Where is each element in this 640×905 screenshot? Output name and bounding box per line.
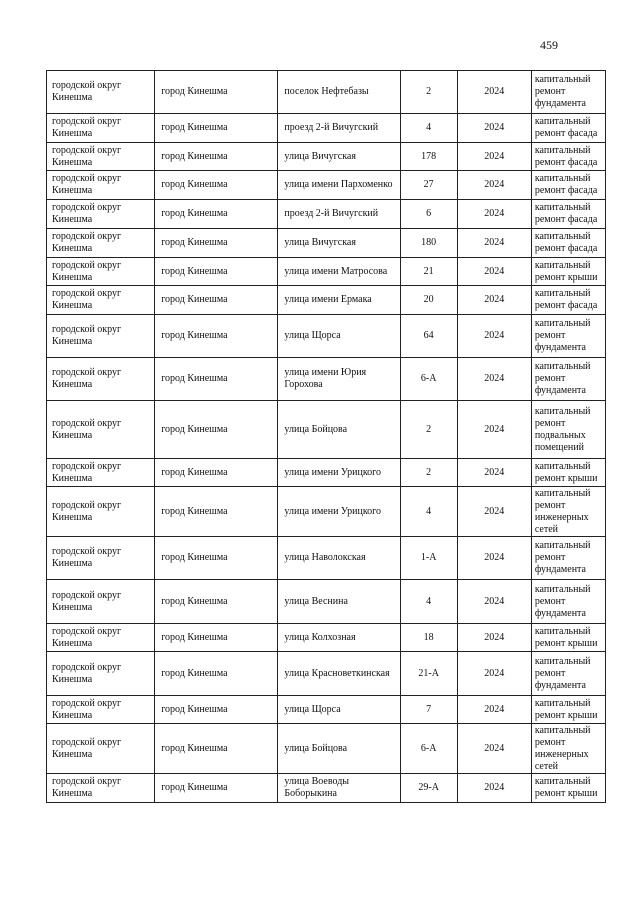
- house-number-cell: 4: [400, 487, 457, 537]
- municipality-cell: городской округ Кинешма: [47, 401, 155, 459]
- year-cell: 2024: [457, 774, 531, 803]
- house-number-cell: 6: [400, 200, 457, 229]
- house-number-cell: 1-А: [400, 537, 457, 580]
- settlement-cell: город Кинешма: [155, 71, 278, 114]
- street-cell: улица Воеводы Боборыкина: [278, 774, 400, 803]
- table-row: [47, 624, 606, 652]
- year-cell: 2024: [457, 401, 531, 459]
- year-cell: 2024: [457, 652, 531, 696]
- work-type-cell: капитальный ремонт фасада: [531, 229, 605, 258]
- year-cell: 2024: [457, 200, 531, 229]
- year-cell: 2024: [457, 114, 531, 143]
- table-row: [47, 401, 606, 459]
- municipality-cell: городской округ Кинешма: [47, 358, 155, 401]
- house-number-cell: 2: [400, 71, 457, 114]
- house-number-cell: 6-А: [400, 358, 457, 401]
- municipality-cell: городской округ Кинешма: [47, 229, 155, 258]
- house-number-cell: 27: [400, 171, 457, 200]
- municipality-cell: городской округ Кинешма: [47, 696, 155, 724]
- table-row: [47, 171, 606, 200]
- table-row: [47, 652, 606, 696]
- work-type-cell: капитальный ремонт подвальных помещений: [531, 401, 605, 459]
- street-cell: улица имени Урицкого: [278, 487, 400, 537]
- settlement-cell: город Кинешма: [155, 724, 278, 774]
- work-type-cell: капитальный ремонт инженерных сетей: [531, 487, 605, 537]
- table-row: [47, 724, 606, 774]
- municipality-cell: городской округ Кинешма: [47, 114, 155, 143]
- street-cell: проезд 2-й Вичугский: [278, 114, 400, 143]
- municipality-cell: городской округ Кинешма: [47, 724, 155, 774]
- municipality-cell: городской округ Кинешма: [47, 286, 155, 315]
- table-row: [47, 696, 606, 724]
- settlement-cell: город Кинешма: [155, 774, 278, 803]
- house-number-cell: 21: [400, 258, 457, 286]
- street-cell: улица Бойцова: [278, 724, 400, 774]
- work-type-cell: капитальный ремонт фундамента: [531, 358, 605, 401]
- street-cell: улица Веснина: [278, 580, 400, 624]
- table-row: [47, 537, 606, 580]
- year-cell: 2024: [457, 580, 531, 624]
- street-cell: улица имени Матросова: [278, 258, 400, 286]
- street-cell: улица Вичугская: [278, 143, 400, 171]
- street-cell: улица имени Урицкого: [278, 459, 400, 487]
- municipality-cell: городской округ Кинешма: [47, 143, 155, 171]
- table-row: [47, 286, 606, 315]
- street-cell: улица имени Ермака: [278, 286, 400, 315]
- street-cell: улица имени Пархоменко: [278, 171, 400, 200]
- year-cell: 2024: [457, 143, 531, 171]
- table-row: [47, 200, 606, 229]
- settlement-cell: город Кинешма: [155, 315, 278, 358]
- year-cell: 2024: [457, 171, 531, 200]
- work-type-cell: капитальный ремонт фундамента: [531, 315, 605, 358]
- municipality-cell: городской округ Кинешма: [47, 537, 155, 580]
- street-cell: поселок Нефтебазы: [278, 71, 400, 114]
- work-type-cell: капитальный ремонт крыши: [531, 624, 605, 652]
- street-cell: улица имени Юрия Горохова: [278, 358, 400, 401]
- municipality-cell: городской округ Кинешма: [47, 487, 155, 537]
- settlement-cell: город Кинешма: [155, 580, 278, 624]
- year-cell: 2024: [457, 696, 531, 724]
- settlement-cell: город Кинешма: [155, 171, 278, 200]
- settlement-cell: город Кинешма: [155, 401, 278, 459]
- year-cell: 2024: [457, 258, 531, 286]
- settlement-cell: город Кинешма: [155, 487, 278, 537]
- work-type-cell: капитальный ремонт фасада: [531, 171, 605, 200]
- settlement-cell: город Кинешма: [155, 114, 278, 143]
- work-type-cell: капитальный ремонт инженерных сетей: [531, 724, 605, 774]
- table-row: [47, 315, 606, 358]
- house-number-cell: 18: [400, 624, 457, 652]
- table-row: [47, 143, 606, 171]
- house-number-cell: 29-А: [400, 774, 457, 803]
- work-type-cell: капитальный ремонт фасада: [531, 286, 605, 315]
- work-type-cell: капитальный ремонт фундамента: [531, 71, 605, 114]
- table-row: [47, 114, 606, 143]
- settlement-cell: город Кинешма: [155, 624, 278, 652]
- table-row: [47, 358, 606, 401]
- settlement-cell: город Кинешма: [155, 537, 278, 580]
- work-type-cell: капитальный ремонт фундамента: [531, 580, 605, 624]
- year-cell: 2024: [457, 358, 531, 401]
- settlement-cell: город Кинешма: [155, 358, 278, 401]
- house-number-cell: 2: [400, 459, 457, 487]
- street-cell: улица Щорса: [278, 696, 400, 724]
- settlement-cell: город Кинешма: [155, 459, 278, 487]
- table-row: [47, 487, 606, 537]
- work-type-cell: капитальный ремонт крыши: [531, 774, 605, 803]
- year-cell: 2024: [457, 315, 531, 358]
- municipality-cell: городской округ Кинешма: [47, 71, 155, 114]
- table-row: [47, 229, 606, 258]
- house-number-cell: 20: [400, 286, 457, 315]
- work-type-cell: капитальный ремонт фасада: [531, 200, 605, 229]
- year-cell: 2024: [457, 724, 531, 774]
- street-cell: улица Красноветкинская: [278, 652, 400, 696]
- year-cell: 2024: [457, 286, 531, 315]
- work-type-cell: капитальный ремонт фундамента: [531, 652, 605, 696]
- work-type-cell: капитальный ремонт крыши: [531, 459, 605, 487]
- table-row: [47, 258, 606, 286]
- year-cell: 2024: [457, 537, 531, 580]
- municipality-cell: городской округ Кинешма: [47, 459, 155, 487]
- municipality-cell: городской округ Кинешма: [47, 200, 155, 229]
- street-cell: улица Щорса: [278, 315, 400, 358]
- municipality-cell: городской округ Кинешма: [47, 652, 155, 696]
- year-cell: 2024: [457, 229, 531, 258]
- page-number: 459: [540, 38, 558, 52]
- work-type-cell: капитальный ремонт крыши: [531, 696, 605, 724]
- house-number-cell: 178: [400, 143, 457, 171]
- house-number-cell: 180: [400, 229, 457, 258]
- house-number-cell: 64: [400, 315, 457, 358]
- street-cell: проезд 2-й Вичугский: [278, 200, 400, 229]
- house-number-cell: 2: [400, 401, 457, 459]
- municipality-cell: городской округ Кинешма: [47, 171, 155, 200]
- municipality-cell: городской округ Кинешма: [47, 774, 155, 803]
- municipality-cell: городской округ Кинешма: [47, 580, 155, 624]
- work-type-cell: капитальный ремонт фундамента: [531, 537, 605, 580]
- house-number-cell: 6-А: [400, 724, 457, 774]
- house-number-cell: 4: [400, 580, 457, 624]
- settlement-cell: город Кинешма: [155, 286, 278, 315]
- table-row: [47, 459, 606, 487]
- table-row: [47, 580, 606, 624]
- settlement-cell: город Кинешма: [155, 696, 278, 724]
- table-row: [47, 774, 606, 803]
- settlement-cell: город Кинешма: [155, 258, 278, 286]
- repair-schedule-table: [46, 70, 606, 803]
- municipality-cell: городской округ Кинешма: [47, 624, 155, 652]
- settlement-cell: город Кинешма: [155, 229, 278, 258]
- street-cell: улица Бойцова: [278, 401, 400, 459]
- year-cell: 2024: [457, 487, 531, 537]
- house-number-cell: 4: [400, 114, 457, 143]
- settlement-cell: город Кинешма: [155, 652, 278, 696]
- year-cell: 2024: [457, 459, 531, 487]
- year-cell: 2024: [457, 624, 531, 652]
- settlement-cell: город Кинешма: [155, 200, 278, 229]
- street-cell: улица Вичугская: [278, 229, 400, 258]
- street-cell: улица Наволокская: [278, 537, 400, 580]
- work-type-cell: капитальный ремонт фасада: [531, 114, 605, 143]
- municipality-cell: городской округ Кинешма: [47, 258, 155, 286]
- street-cell: улица Колхозная: [278, 624, 400, 652]
- work-type-cell: капитальный ремонт фасада: [531, 143, 605, 171]
- work-type-cell: капитальный ремонт крыши: [531, 258, 605, 286]
- municipality-cell: городской округ Кинешма: [47, 315, 155, 358]
- year-cell: 2024: [457, 71, 531, 114]
- settlement-cell: город Кинешма: [155, 143, 278, 171]
- house-number-cell: 21-А: [400, 652, 457, 696]
- house-number-cell: 7: [400, 696, 457, 724]
- table-row: [47, 71, 606, 114]
